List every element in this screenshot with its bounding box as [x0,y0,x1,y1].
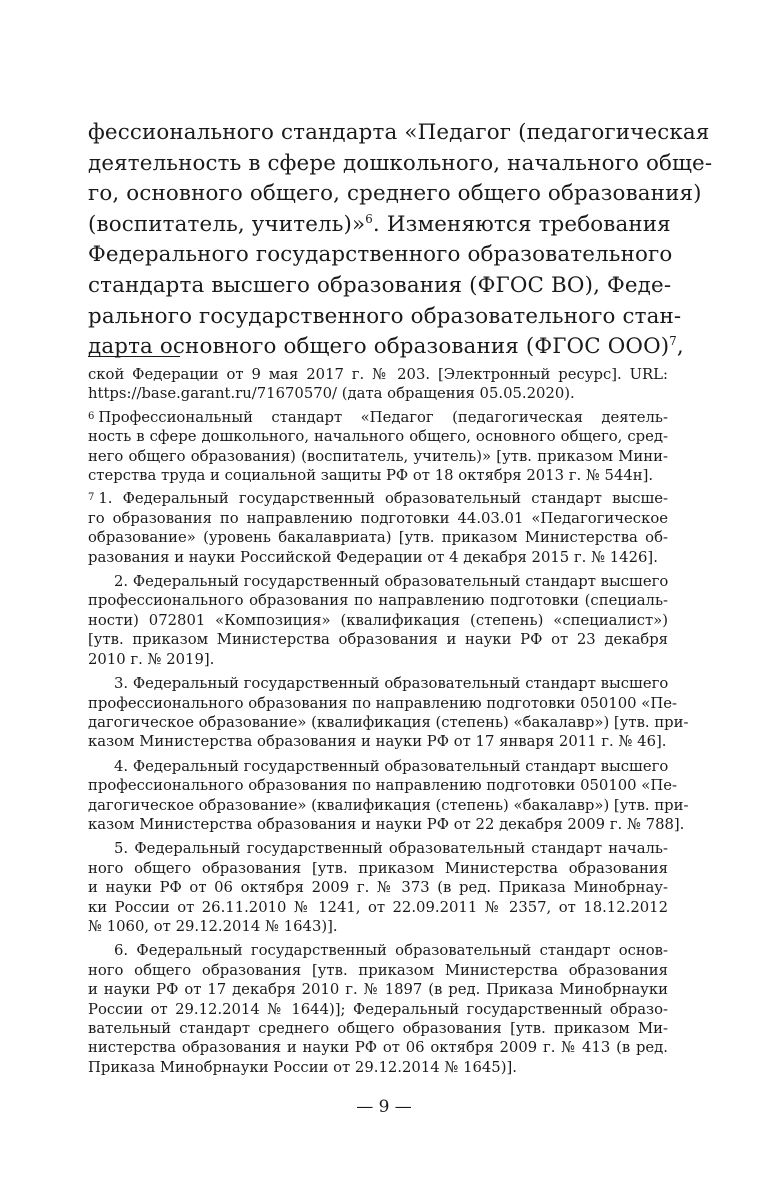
footnote-line: 6. Федеральный государственный образовательный стандарт основ- [114,942,668,960]
footnote-line: профессионального образования по направлению подготовки 050100 «Пе- [88,777,677,795]
body-line: деятельность в сфере дошкольного, начального обще- [88,150,713,176]
footnote-line: 5. Федеральный государственный образовательный стандарт началь- [114,840,668,858]
footnote-line [88,408,668,427]
body-line-part: . Изменяются требования [372,211,671,237]
footnote-line: России от 29.12.2014 № 1644)]; Федеральный государственный образо- [88,1000,668,1018]
footnote-line: профессионального образования по направлению подготовки 050100 «Пе- [88,694,677,712]
footnote-7-item [88,489,668,567]
footnote-7-item [88,572,668,669]
body-line: рального государственного образовательного стан- [88,303,682,329]
body-paragraph [88,118,713,363]
body-line: го, основного общего, среднего общего образования) [88,181,702,207]
footnote-line: № 1060, от 29.12.2014 № 1643)]. [88,917,338,935]
footnote-mark: 6 [88,410,95,422]
footnote-ref-7[interactable]: 7 [669,334,677,349]
footnote-line: стерства труда и социальной защиты РФ от 18 октября 2013 г. № 544н]. [88,467,654,485]
footnote-6 [88,408,668,486]
footnote-7-item [88,839,668,936]
footnotes [88,365,689,1081]
footnote-line: ность в сфере дошкольного, начального общего, основного общего, сред- [88,428,668,446]
footnote-line: ки России от 26.11.2010 № 1241, от 22.09.2011 № 2357, от 18.12.2012 [88,898,668,916]
footnote-line: вательный стандарт среднего общего образования [утв. приказом Ми- [88,1020,668,1037]
body-line: стандарта высшего образования (ФГОС ВО), Феде- [88,272,672,298]
footnote-line: 3. Федеральный государственный образовательный стандарт высшего [114,675,669,693]
page-number: — 9 — [356,1097,412,1117]
body-line-part: дарта основного общего образования (ФГОС ООО) [88,334,670,360]
footnote-line: него общего образования) (воспитатель, учитель)» [утв. приказом Мини- [88,447,668,465]
body-line: Федерального государственного образовательного [88,242,673,268]
footnote-separator [88,356,180,357]
footnote-line-text: Профессиональный стандарт «Педагог (педагогическая деятель- [98,408,668,426]
footnote-line: 4. Федеральный государственный образовательный стандарт высшего [114,757,669,775]
footnote-ref-6[interactable]: 6 [365,211,373,226]
footnote-mark: 7 [88,492,95,504]
footnote-7-item [88,941,668,1077]
footnote-line: https://base.garant.ru/71670570/ (дата обращения 05.05.2020). [88,385,575,403]
footnote-line: и науки РФ от 06 октября 2009 г. № 373 (в ред. Приказа Минобрнау- [88,879,668,897]
footnote-line: казом Министерства образования и науки РФ от 17 января 2011 г. № 46]. [88,733,667,751]
footnote-7-item [88,757,689,835]
footnote-7 [88,489,689,1077]
footnote-line: ской Федерации от 9 мая 2017 г. № 203. [Электронный ресурс]. URL: [88,366,668,383]
footnote-line: дагогическое образование» (квалификация (степень) «бакалавр») [утв. при- [88,713,689,731]
footnote-line: нистерства образования и науки РФ от 06 октября 2009 г. № 413 (в ред. [88,1039,668,1057]
footnote-line-text: 1. Федеральный государственный образовательный стандарт высше- [98,490,668,508]
body-line [88,210,671,241]
footnote-line: профессионального образования по направлению подготовки (специаль- [88,592,668,610]
footnote-line: Приказа Минобрнауки России от 29.12.2014 № 1645)]. [88,1058,517,1076]
footnote-line: ного общего образования [утв. приказом Министерства образования [88,961,668,979]
footnote-line: 2010 г. № 2019]. [88,650,215,668]
body-line [88,332,684,363]
footnote-line: разования и науки Российской Федерации от 4 декабря 2015 г. № 1426]. [88,548,658,566]
body-line: фессионального стандарта «Педагог (педагогическая [88,120,710,145]
footnote-line: ного общего образования [утв. приказом Министерства образования [88,859,668,877]
footnote-line: образование» (уровень бакалавриата) [утв. приказом Министерства об- [88,529,668,547]
footnote-line: 2. Федеральный государственный образовательный стандарт высшего [114,573,669,591]
footnote-line [88,489,668,508]
footnote-line: дагогическое образование» (квалификация (степень) «бакалавр») [утв. при- [88,796,689,814]
footnote-line: го образования по направлению подготовки 44.03.01 «Педагогическое [88,509,668,527]
footnote-line: казом Министерства образования и науки РФ от 22 декабря 2009 г. № 788]. [88,815,685,833]
footnote-line: и науки РФ от 17 декабря 2010 г. № 1897 (в ред. Приказа Минобрнауки [88,981,668,999]
body-line-part: , [676,334,684,360]
footnote-line: ности) 072801 «Композиция» (квалификация (степень) «специалист») [88,611,668,629]
footnote-continuation [88,365,668,404]
footnote-7-item [88,674,689,752]
footnote-line: [утв. приказом Министерства образования и науки РФ от 23 декабря [88,631,668,649]
body-line-part: (воспитатель, учитель)» [88,211,366,237]
